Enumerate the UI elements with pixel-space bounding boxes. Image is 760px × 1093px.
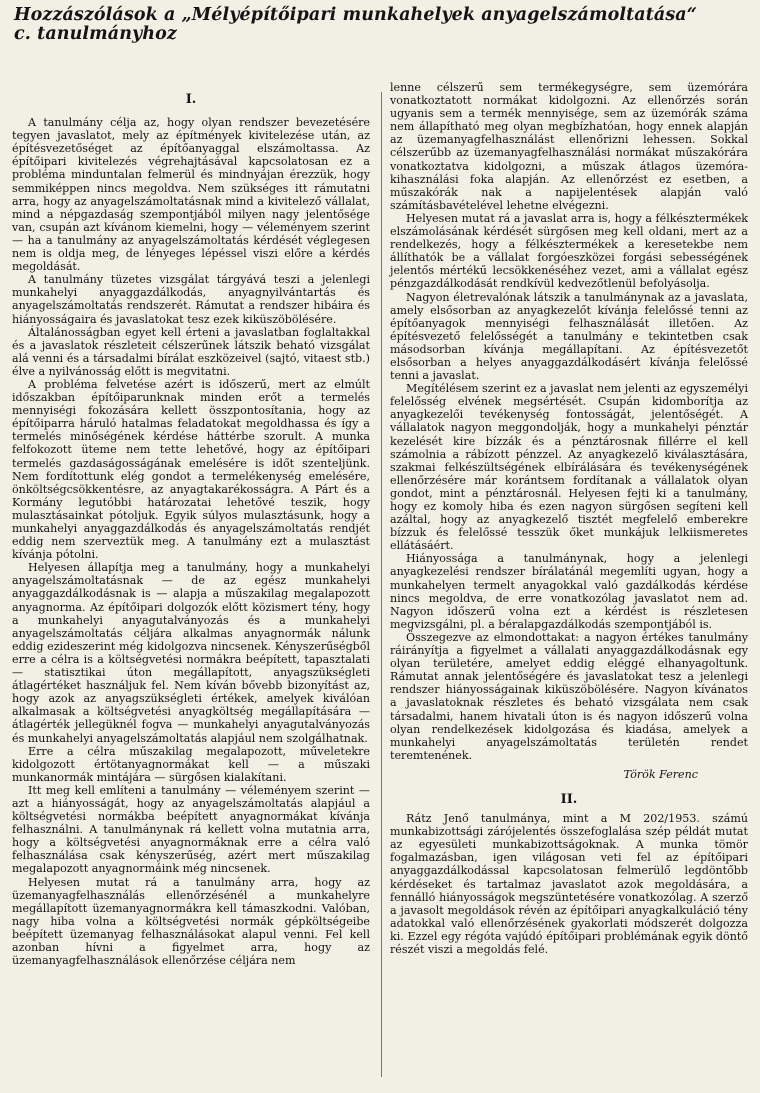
article-headline	[14, 6, 749, 44]
paragraph: Nagyon életrevalónak látszik a tanulmánynak az a javaslata, amely elsősorban az anyagkezelőt kívánja felelőssé tenni az építőanyagok mennyiségi felhasználását illetően. Az építésvezető felelősségét a tanulmány e tekintetben csak másodsorban kívánja megállapítani. Az építésvezetőt elsősorban a helyes anyaggazdálkodásért kívánja felelőssé tenni a javaslat.	[390, 290, 748, 383]
left-column	[12, 93, 370, 967]
paragraph: Helyesen állapítja meg a tanulmány, hogy a munkahelyi anyagelszámoltatásnak — de az egész munkahelyi anyaggazdálkodásnak is — alapja a műszakilag megalapozott anyagnorma. Az építőipari dolgozók előtt közismert tény, hogy a munkahelyi anyagutalványozás és a munkahelyi anyagelszámoltatás céljára alkalmas anyagnormák nálunk eddig ezideszerint még kidolgozva nincsenek. Kényszerűségből erre a célra is a költségvetési normákra beépített, tapasztalati — statisztikai úton megállapított, anyagszükségleti átlagértéket használjuk fel. Nem kíván bővebb bizonyítást az, hogy azok az anyagszükségleti értékek, amelyek kiválóan alkalmasak a költségvetési anyagköltség megállapítására — átlagérték jellegüknél fogva — munkahelyi anyagutalványozás és munkahelyi anyagelszámoltatás alapjául nem szolgálhatnak.	[12, 561, 370, 745]
paragraph: Itt meg kell említeni a tanulmány — véleményem szerint — azt a hiányosságát, hogy az anyagelszámoltatás alapjául a költségvetési normákba beépített anyagnormákat kívánja felhasználni. A tanulmánynak rá kellett volna mutatnia arra, hogy a költségvetési anyagnormáknak erre a célra való felhasználása csak kényszerűség, azért mert műszakilag megalapozott anyagnormáink még nincsenek.	[12, 783, 370, 876]
paragraph: A probléma felvetése azért is időszerű, mert az elmúlt időszakban építőiparunknak minden erőt a termelés mennyiségi fokozására kellett összpontosítania, hogy az építőiparra háruló hatalmas feladatokat megoldhassa és így a termelés minőségének kérdése háttérbe szorult. A munka felfokozott üteme nem tette lehetővé, hogy az építőipari termelés gazdaságosságának emelésére is időt szenteljünk. Nem fordítottunk elég gondot a termelékenység emelésére, önköltségcsökkentésre, az anyagtakarékosságra. A Párt és a Kormány legutóbbi határozatai lehetővé teszik, hogy mulasztásainkat pótoljuk. Egyik súlyos mulasztásunk, hogy a munkahelyi anyaggazdálkodás és anyagelszámoltatás rendjét eddig nem szerveztük meg. A tanulmány ezt a mulasztást kívánja pótolni.	[12, 377, 370, 562]
paragraph: A tanulmány tüzetes vizsgálat tárgyává teszi a jelenlegi munkahelyi anyaggazdálkodás, anyagnyilvántartás és anyagelszámoltatás rendszerét. Rámutat a rendszer hibáira és hiányosságaira és javaslatokat tesz ezek kiküszöbölésére.	[12, 273, 370, 326]
section-number-2: II.	[560, 791, 578, 807]
paragraph: Erre a célra műszakilag megalapozott, műveletekre kidolgozott értötanyagnormákat kell — a műszaki munkanormák mintájára — sürgősen kialakítani.	[12, 744, 370, 784]
paragraph: Általánosságban egyet kell érteni a javaslatban foglaltakkal és a javaslatok részleteit célszerűnek látszik beható vizsgálat alá venni és a társadalmi bírálat eszközeivel (sajtó, vitaest stb.) élve a nyilvánosság előtt is megvitatni.	[12, 325, 370, 378]
paragraph: Rátz Jenő tanulmánya, mint a M 202/1953. számú munkabizottsági zárójelentés összefoglalása szép példát mutat az egyesületi munkabizottságoknak. A munka tömör fogalmazásban, igen világosan veti fel az építőipari anyaggazdálkodással kapcsolatosan felmerülő legdöntőbb kérdéseket és tartalmaz javaslatot azok megoldására, a fennálló hiányosságok megszüntetésére vonatkozólag. A szerző a javasolt megoldások révén az építőipari anyagkalkuláció tény adatokkal való ellenőrzésének gyakorlati módszerét dolgozza ki. Ezzel egy régóta vajúdó építőipari problémának egyik döntő részét viszi a megoldás felé.	[390, 812, 748, 956]
paragraph: A tanulmány célja az, hogy olyan rendszer bevezetésére tegyen javaslatot, mely az építmények kivitelezése után, az építésvezetőséget az építőanyaggal elszámoltassa. Az építőipari kivitelezés végrehajtásával kapcsolatosan ez a probléma minduntalan felmerül és mindnyájan érezzük, hogy semmiképpen nincs megoldva. Nem szükséges itt rámutatni arra, hogy az anyagelszámoltatásnak mind a kivitelező vállalat, mind a népgazdaság szempontjából milyen nagy jelentősége van, csupán azt kívánom kiemelni, hogy — véleményem szerint — ha a tanulmány az anyagelszámoltatás kérdését véglegesen nem is oldja meg, de lényeges lépéssel viszi előre a kérdés megoldását.	[12, 116, 370, 274]
paragraph: Helyesen mutat rá a javaslat arra is, hogy a félkésztermékek elszámolásának kérdését sürgősen meg kell oldani, mert az a rendelkezés, hogy a félkésztermékek a keresetekbe nem állíthatók be a vállalat forgóeszközei forgási sebességének jelentős mértékű lecsökkenéséhez vezet, ami a vállalat egész pénzgazdálkodását rendkívül kedvezőtlenül befolyásolja.	[390, 211, 748, 291]
paragraph: Hiányossága a tanulmánynak, hogy a jelenlegi anyagkezelési rendszer bírálatánál megemlíti ugyan, hogy a munkahelyen termelt anyagokkal való gazdálkodás kérdése nincs megoldva, de erre vonatkozólag javaslatot nem ad. Nagyon időszerű volna ezt a kérdést is részletesen megvizsgálni, pl. a béralapgazdálkodás szempontjából is.	[390, 552, 748, 631]
paragraph: Helyesen mutat rá a tanulmány arra, hogy az üzemanyagfelhasználás ellenőrzésénél a munkahelyre megállapított üzemanyagnormákra kell támaszkodni. Valóban, nagy hiba volna a költségvetési normák gépköltségeibe beépített üzemanyag felhasználásokat alapul venni. Fel kell azonban hívni a figyelmet arra, hogy az üzemanyagfelhasználások ellenőrzése céljára nem	[12, 875, 370, 968]
paragraph: lenne célszerű sem termékegységre, sem üzemórára vonatkoztatott normákat kidolgozni. Az ellenőrzés során ugyanis sem a termék mennyisége, sem az üzemórák száma nem állapítható meg olyan megbízhatóan, hogy ennek alapján az üzemanyagfelhasználást ellenőrizni lehessen. Sokkal célszerűbb az üzemanyagfelhasználási normákat műszakórára vonatkoztatva kidolgozni, a műszak átlagos üzemóra-kihasználási foka alapján. Az ellenőrzést ez esetben, a műszakórák nak a napijelentések alapján való számításbavételével lehetne elvégezni.	[390, 81, 748, 212]
headline-line-2: c. tanulmányhoz	[14, 24, 177, 44]
author-signature: Török Ferenc	[623, 767, 698, 781]
paragraph: Összegezve az elmondottakat: a nagyon értékes tanulmány ráirányítja a figyelmet a vállalati anyaggazdálkodásnak egy olyan területére, amelyet eddig eléggé elhanyagoltunk. Rámutat annak jelentőségére és javaslatokat tesz a jelenlegi rendszer hiányosságainak kiküszöbölésére. Nagyon kívánatos a javaslatoknak részletes és beható vizsgálata nem csak társadalmi, hanem hivatali úton is és nagyon időszerű volna olyan rendelkezések kidolgozása és kiadása, amelyek a munkahelyi anyagelszámoltatás területén rendet teremtenének.	[390, 630, 748, 762]
column-divider	[381, 92, 382, 1077]
paragraph: Megítélésem szerint ez a javaslat nem jelenti az egyszemélyi felelősség elvének megsértését. Csupán kidomborítja az anyagkezelői tevékenység fontosságát, jelentőségét. A vállalatok nagyon meggondolják, hogy a munkahelyi pénztár kezelését kire bízzák és a pénztárosnak fillérre el kell számolnia a rábízott pénzzel. Az anyagkezelő kiválasztására, szakmai felkészültségének elbírálására és tevékenységének ellenőrzésére már korántsem fordítanak a vállalatok olyan gondot, mint a pénztárosnál. Helyesen fejti ki a tanulmány, hogy ez komoly hiba és ezen nagyon sürgősen segíteni kell azáltal, hogy az anyagkezelő tisztét megfelelő emberekre bízzuk és felelőssé tesszük őket munkájuk lelkiismeretes ellátásáért.	[390, 382, 748, 553]
headline-line-1: Hozzászólások a „Mélyépítőipari munkahelyek anyagelszámoltatása“	[14, 5, 697, 25]
right-column	[390, 81, 748, 956]
section-number-1: I.	[185, 92, 197, 107]
